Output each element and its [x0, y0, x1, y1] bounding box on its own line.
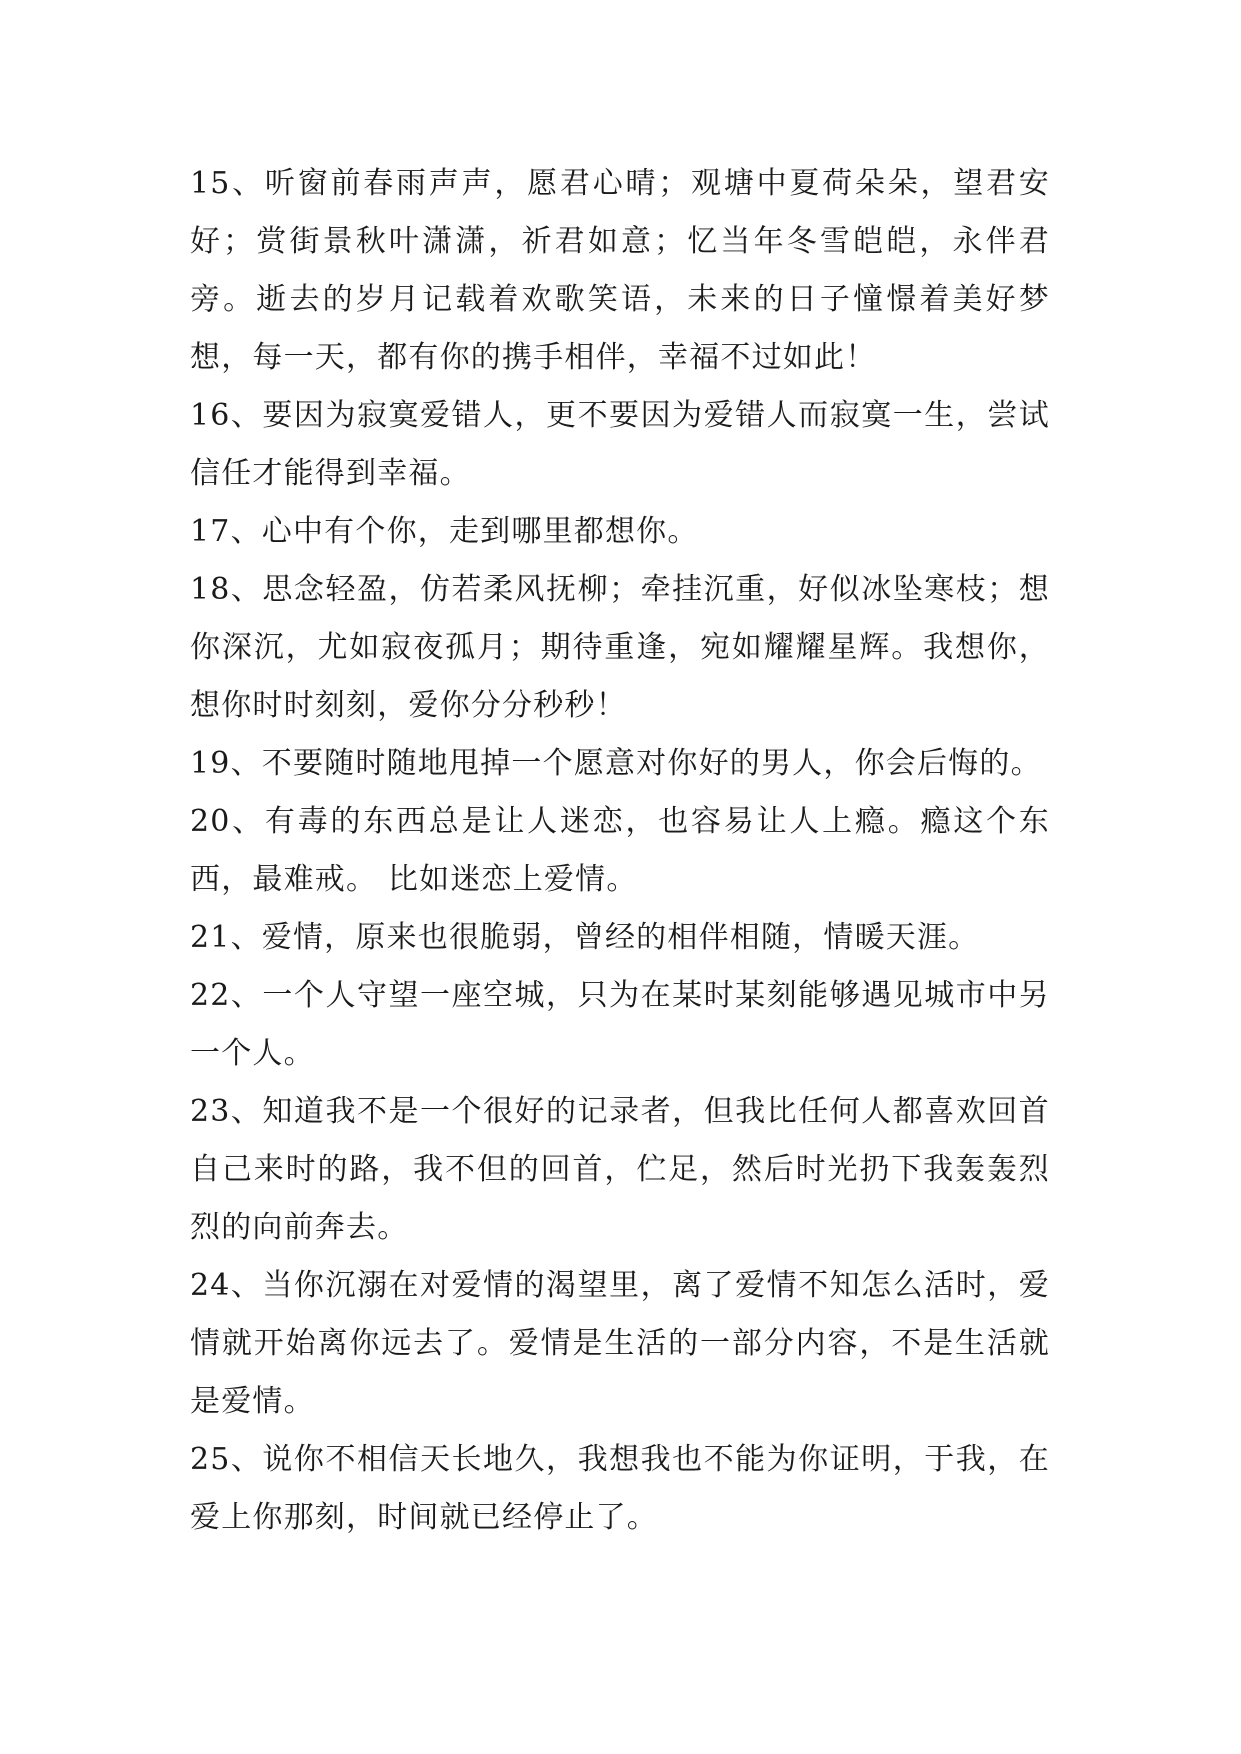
- paragraph-23: 23、知道我不是一个很好的记录者，但我比任何人都喜欢回首自己来时的路，我不但的回首，伫足，然后时光扔下我轰轰烈烈的向前奔去。: [190, 1094, 1050, 1245]
- paragraph-21: 21、爱情，原来也很脆弱，曾经的相伴相随，情暖天涯。: [190, 920, 980, 955]
- paragraph-24: 24、当你沉溺在对爱情的渴望里，离了爱情不知怎么活时，爱情就开始离你远去了。爱情是生活的一部分内容，不是生活就是爱情。: [190, 1268, 1050, 1419]
- paragraph-17: 17、心中有个你，走到哪里都想你。: [190, 514, 699, 549]
- paragraph-18: 18、思念轻盈，仿若柔风抚柳；牵挂沉重，好似冰坠寒枝；想你深沉，尤如寂夜孤月；期待重逢，宛如耀耀星辉。我想你，想你时时刻刻，爱你分分秒秒！: [190, 572, 1050, 723]
- paragraph-16: 16、要因为寂寞爱错人，更不要因为爱错人而寂寞一生，尝试信任才能得到幸福。: [190, 398, 1050, 491]
- paragraph-20: 20、有毒的东西总是让人迷恋，也容易让人上瘾。瘾这个东西，最难戒。 比如迷恋上爱情。: [190, 804, 1050, 897]
- paragraph-25: 25、说你不相信天长地久，我想我也不能为你证明，于我，在爱上你那刻，时间就已经停止了。: [190, 1442, 1050, 1535]
- document-body: [190, 155, 1050, 1547]
- paragraph-15: 15、听窗前春雨声声，愿君心晴；观塘中夏荷朵朵，望君安好；赏街景秋叶潇潇，祈君如意；忆当年冬雪皑皑，永伴君旁。逝去的岁月记载着欢歌笑语，未来的日子憧憬着美好梦想，每一天，都有你的携手相伴，幸福不过如此！: [190, 166, 1050, 375]
- paragraph-19: 19、不要随时随地甩掉一个愿意对你好的男人，你会后悔的。: [190, 746, 1042, 781]
- paragraph-22: 22、一个人守望一座空城，只为在某时某刻能够遇见城市中另一个人。: [190, 978, 1050, 1071]
